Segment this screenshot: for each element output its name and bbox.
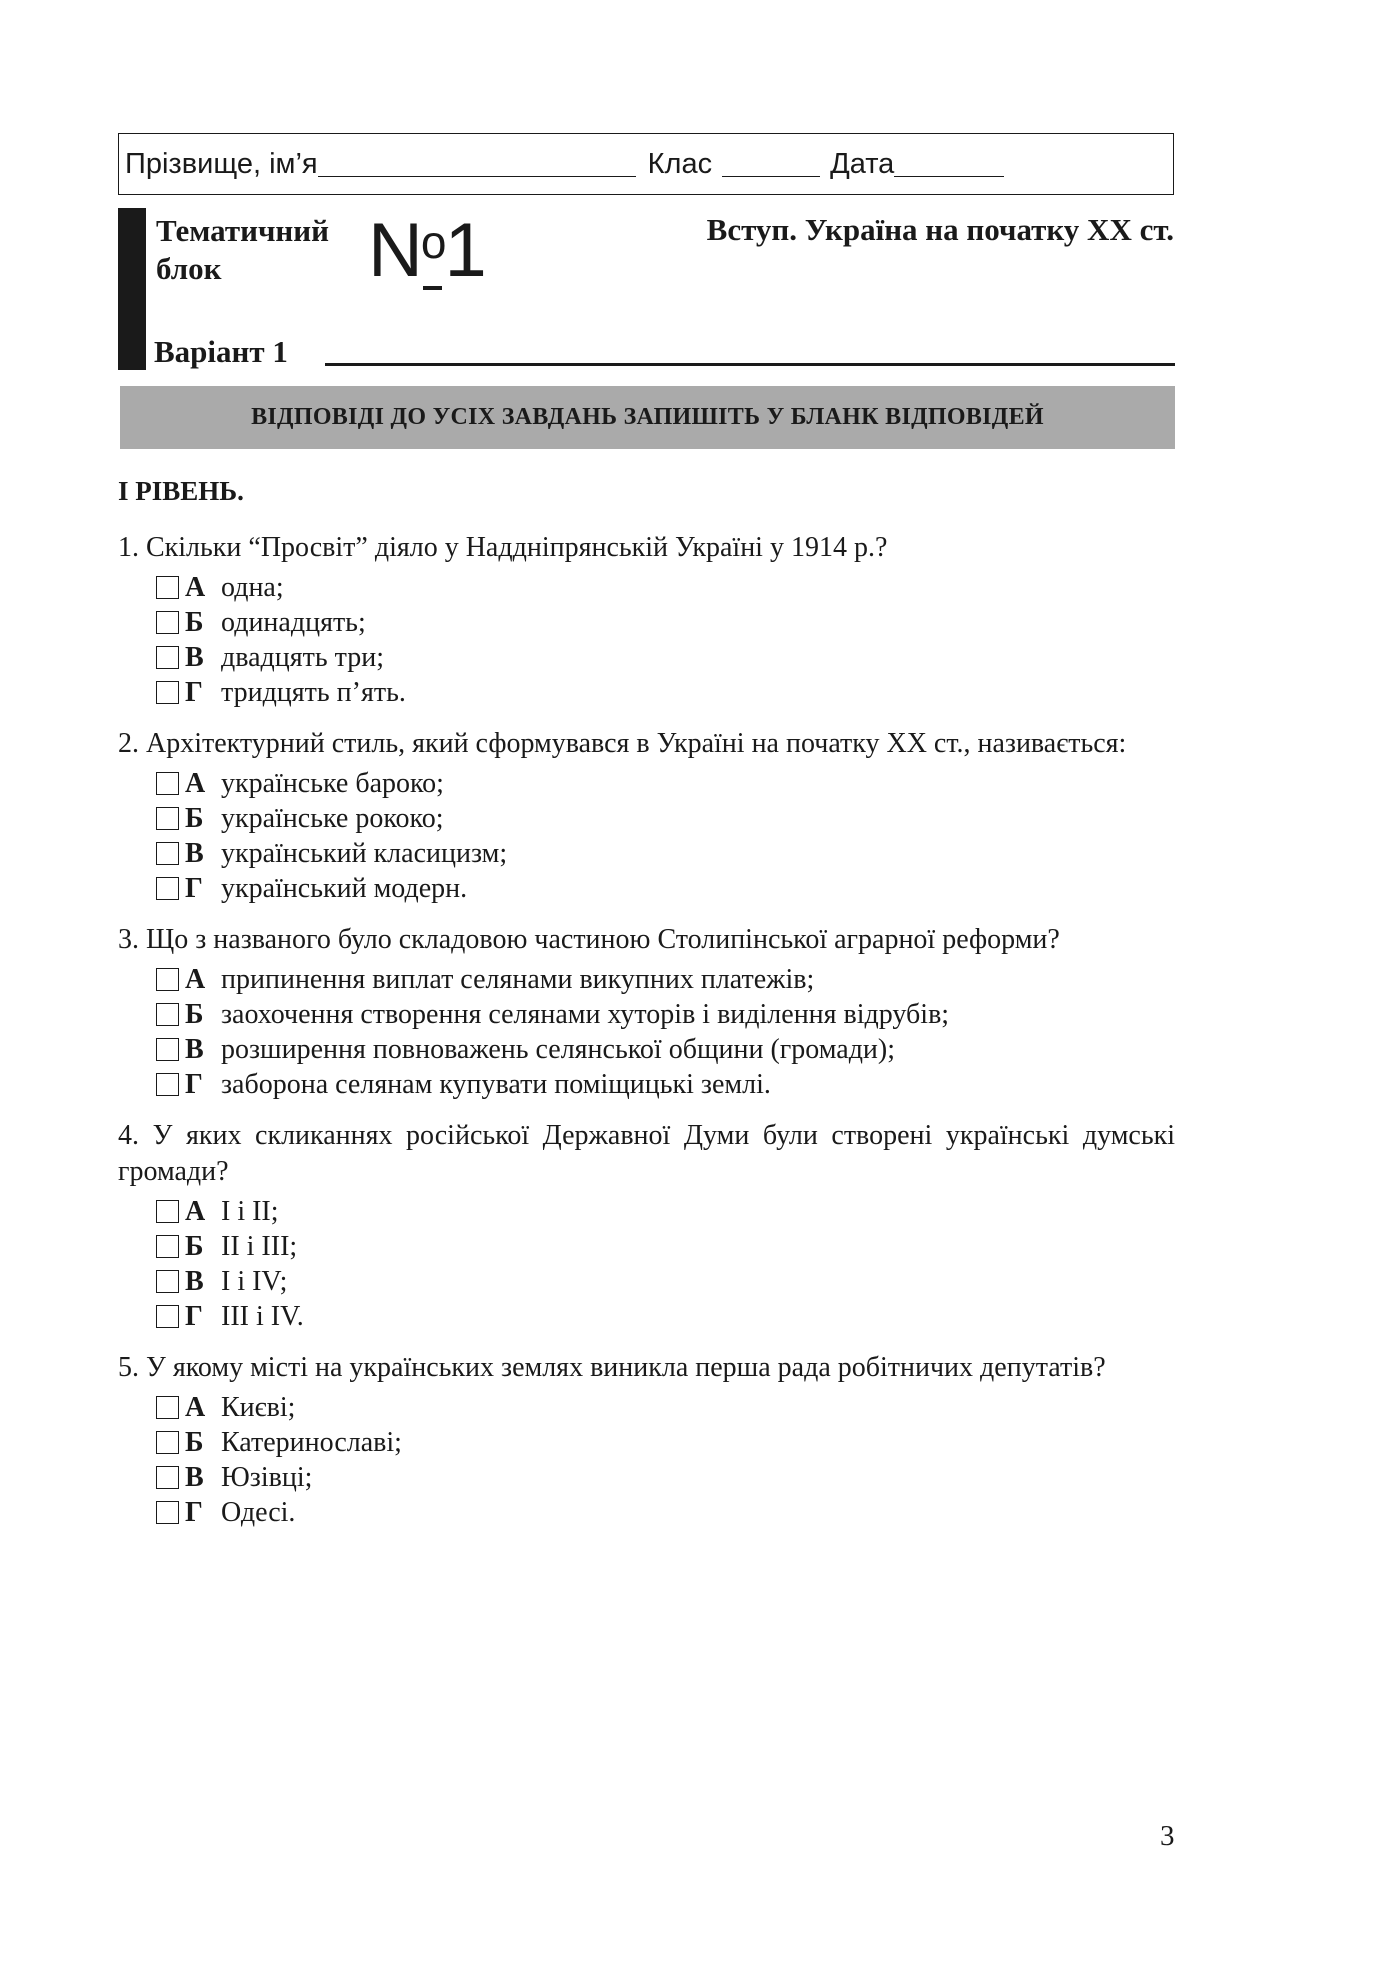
option-letter: Г — [185, 1300, 203, 1332]
option-text: II і III; — [221, 1230, 298, 1262]
option-text: двадцять три; — [221, 641, 384, 673]
option-letter: В — [185, 1033, 204, 1065]
class-field[interactable] — [722, 152, 820, 177]
answer-option[interactable] — [156, 640, 1175, 675]
answer-checkbox[interactable] — [156, 1396, 179, 1419]
question — [118, 922, 1175, 1102]
option-text: припинення виплат селянами викупних платежів; — [221, 963, 815, 995]
answer-checkbox[interactable] — [156, 1073, 179, 1096]
variant-label: Варіант 1 — [154, 334, 288, 369]
answer-option[interactable] — [156, 675, 1175, 710]
option-text: I і IV; — [221, 1265, 288, 1297]
answer-checkbox[interactable] — [156, 1501, 179, 1524]
option-letter: Б — [185, 1230, 204, 1262]
answer-checkbox[interactable] — [156, 1235, 179, 1258]
option-text: заохочення створення селянами хуторів і виділення відрубів; — [221, 998, 950, 1030]
question-text: 1. Скільки “Просвіт” діяло у Наддніпрянській Україні у 1914 р.? — [118, 532, 888, 563]
answer-checkbox[interactable] — [156, 1038, 179, 1061]
answer-option[interactable] — [156, 1495, 1175, 1530]
answer-checkbox[interactable] — [156, 646, 179, 669]
answer-option[interactable] — [156, 1299, 1175, 1334]
answer-checkbox[interactable] — [156, 1466, 179, 1489]
surname-label: Прізвище, ім’я — [125, 147, 318, 180]
question-text: 2. Архітектурний стиль, який сформувався в Україні на початку XX ст., називається: — [118, 728, 1127, 759]
option-letter: Б — [185, 606, 204, 638]
question-text: 3. Що з названого було складовою частиною Столипінської аграрної реформи? — [118, 924, 1060, 955]
option-text: III і IV. — [221, 1300, 304, 1332]
page-number: 3 — [1160, 1820, 1175, 1852]
question — [118, 530, 1175, 710]
variant-underline — [325, 363, 1175, 366]
answer-checkbox[interactable] — [156, 611, 179, 634]
option-text: Києві; — [221, 1391, 296, 1423]
answer-checkbox[interactable] — [156, 807, 179, 830]
answer-option[interactable] — [156, 997, 1175, 1032]
student-info-box — [118, 133, 1174, 195]
answer-option[interactable] — [156, 962, 1175, 997]
answer-option[interactable] — [156, 1067, 1175, 1102]
answer-option[interactable] — [156, 1425, 1175, 1460]
question-text: 5. У якому місті на українських землях виникла перша рада робітничих депутатів? — [118, 1352, 1106, 1383]
question — [118, 1350, 1175, 1530]
answer-checkbox[interactable] — [156, 842, 179, 865]
answer-option[interactable] — [156, 766, 1175, 801]
number-sign-n: N — [368, 208, 421, 293]
answer-checkbox[interactable] — [156, 681, 179, 704]
answer-checkbox[interactable] — [156, 576, 179, 599]
option-text: I і II; — [221, 1195, 279, 1227]
instruction-banner: ВІДПОВІДІ ДО УСІХ ЗАВДАНЬ ЗАПИШІТЬ У БЛАНК ВІДПОВІДЕЙ — [120, 386, 1175, 449]
option-text: заборона селянам купувати поміщицькі землі. — [221, 1068, 771, 1100]
answer-checkbox[interactable] — [156, 877, 179, 900]
option-letter: Г — [185, 872, 203, 904]
answer-checkbox[interactable] — [156, 1270, 179, 1293]
option-text: Катеринославі; — [221, 1426, 402, 1458]
answer-option[interactable] — [156, 1229, 1175, 1264]
option-text: український класицизм; — [221, 837, 508, 869]
answer-checkbox[interactable] — [156, 1200, 179, 1223]
block-number-value: 1 — [444, 208, 485, 293]
class-label: Клас — [647, 147, 713, 180]
option-letter: А — [185, 1195, 206, 1227]
option-letter: В — [185, 837, 204, 869]
questions-list — [118, 530, 1175, 1546]
answer-option[interactable] — [156, 1390, 1175, 1425]
option-letter: Б — [185, 1426, 204, 1458]
option-text: одна; — [221, 571, 284, 603]
option-letter: Г — [185, 1496, 203, 1528]
answer-option[interactable] — [156, 871, 1175, 906]
option-text: Одесі. — [221, 1496, 296, 1528]
block-label: Тематичний блок — [156, 213, 330, 286]
option-letter: В — [185, 1265, 204, 1297]
block-title: Вступ. Україна на початку XX ст. — [706, 212, 1174, 247]
option-text: українське бароко; — [221, 767, 444, 799]
question — [118, 1118, 1175, 1334]
option-text: український модерн. — [221, 872, 468, 904]
answer-option[interactable] — [156, 1194, 1175, 1229]
surname-field[interactable] — [318, 152, 636, 177]
answer-checkbox[interactable] — [156, 772, 179, 795]
answer-checkbox[interactable] — [156, 968, 179, 991]
option-letter: В — [185, 1461, 204, 1493]
answer-option[interactable] — [156, 605, 1175, 640]
block-side-bar — [118, 208, 146, 370]
option-text: Юзівці; — [221, 1461, 313, 1493]
option-letter: Г — [185, 1068, 203, 1100]
level-heading: І РІВЕНЬ. — [118, 476, 244, 506]
answer-checkbox[interactable] — [156, 1431, 179, 1454]
option-letter: А — [185, 1391, 206, 1423]
answer-checkbox[interactable] — [156, 1003, 179, 1026]
question-text: 4. У яких скликаннях російської Державної Думи були створені українські думські громади? — [118, 1120, 1175, 1187]
answer-option[interactable] — [156, 570, 1175, 605]
option-text: розширення повноважень селянської общини (громади); — [221, 1033, 896, 1065]
question — [118, 726, 1175, 906]
answer-option[interactable] — [156, 1264, 1175, 1299]
number-sign-o: o — [421, 200, 445, 284]
option-text: одинадцять; — [221, 606, 366, 638]
option-letter: А — [185, 963, 206, 995]
answer-checkbox[interactable] — [156, 1305, 179, 1328]
answer-option[interactable] — [156, 836, 1175, 871]
block-number — [368, 200, 485, 293]
option-letter: А — [185, 767, 206, 799]
option-text: тридцять п’ять. — [221, 676, 406, 708]
option-letter: Б — [185, 802, 204, 834]
option-letter: А — [185, 571, 206, 603]
date-label: Дата — [830, 147, 895, 180]
answer-option[interactable] — [156, 1032, 1175, 1067]
option-letter: Б — [185, 998, 204, 1030]
option-letter: В — [185, 641, 204, 673]
option-text: українське рококо; — [221, 802, 444, 834]
date-field[interactable] — [894, 152, 1004, 177]
option-letter: Г — [185, 676, 203, 708]
answer-option[interactable] — [156, 1460, 1175, 1495]
answer-option[interactable] — [156, 801, 1175, 836]
